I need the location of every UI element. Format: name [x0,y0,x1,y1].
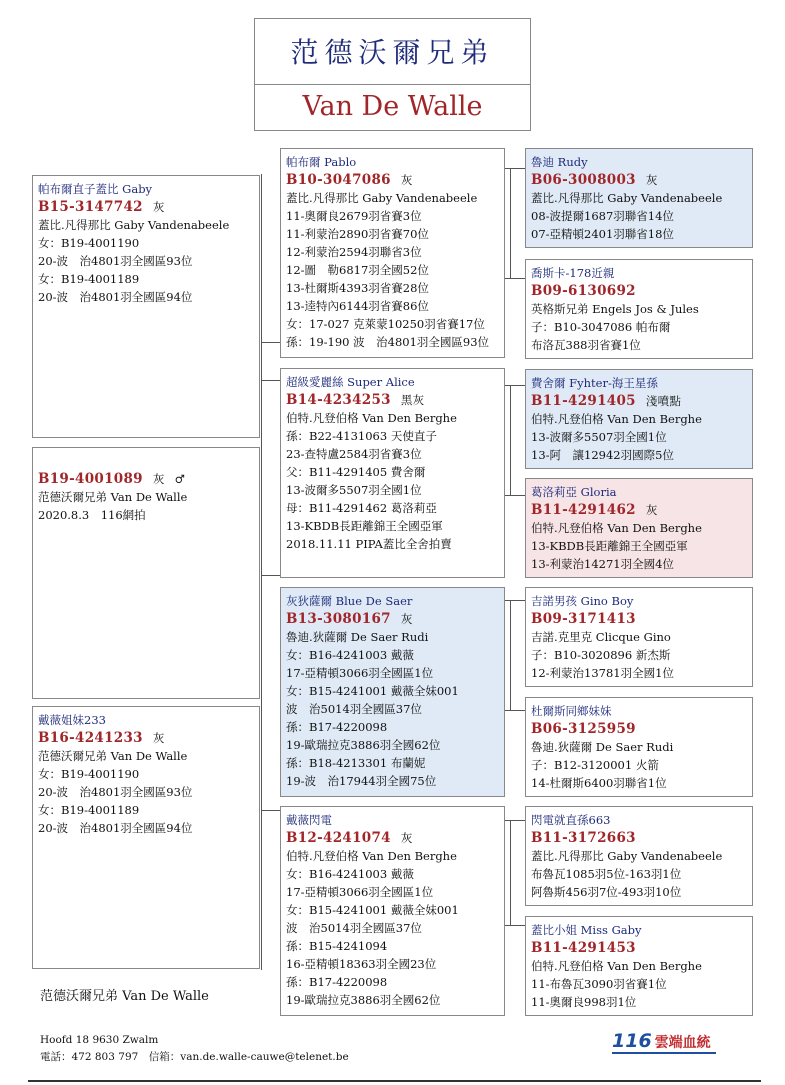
ddd-reg: B11-4291453 [531,940,636,956]
ssd-name: 喬斯卡-178近親 [531,266,615,280]
ss-line: 11-奧爾良2679羽省賽3位 [286,209,422,223]
connector-line [505,385,525,386]
ss-line: 13-逵特內6144羽省賽86位 [286,299,429,313]
connector-line [261,575,281,576]
sdd-line: 13-利蒙治14271羽全國4位 [531,557,674,571]
sss-name: 魯迪 Rudy [531,155,588,169]
dam-box [32,706,260,969]
bottom-divider [28,1080,761,1082]
sds-name: 費舍爾 Fyhter-海王星孫 [531,376,658,390]
dss-reg: B09-3171413 [531,611,636,627]
dsd-reg: B06-3125959 [531,721,636,737]
connector-line [261,810,281,811]
connector-line [505,710,525,711]
site-logo [612,1030,711,1052]
ddd-line: 伯特.凡登伯格 Van Den Berghe [531,959,702,973]
connector-line [510,820,511,925]
dd-line: 伯特.凡登伯格 Van Den Berghe [286,849,457,863]
sdd-reg: B11-4291462 灰 [531,502,658,518]
sire-name: 帕布爾直子蓋比 Gaby [38,182,153,196]
sd-reg: B14-4234253 黑灰 [286,392,425,408]
dsd-box [525,697,753,797]
dds-box [525,806,753,906]
sss-line: 07-亞精頓2401羽聯省18位 [531,227,674,241]
sss-line: 蓋比.凡得那比 Gaby Vandenabeele [531,191,723,205]
subject-box [32,447,260,699]
breeder-address-block [40,1032,349,1066]
ds-name: 灰狄薩爾 Blue De Saer [286,594,413,608]
ssd-line: 布洛瓦388羽省賽1位 [531,338,641,352]
sire-line: 女：B19-4001190 [38,236,140,250]
sd-line: 13-波爾多5507羽全國1位 [286,483,422,497]
dd-name: 戴薇閃電 [286,813,332,827]
ds-line: 魯迪.狄薩爾 De Saer Rudi [286,630,429,644]
dam-name: 戴薇姐妹233 [38,713,106,727]
ds-reg: B13-3080167 灰 [286,611,413,627]
dds-reg: B11-3172663 [531,830,636,846]
ss-line: 女：17-027 克萊蒙10250羽省賽17位 [286,317,485,331]
breeder-address: Hoofd 18 9630 Zwalm [40,1034,159,1046]
ddd-name: 蓋比小姐 Miss Gaby [531,923,642,937]
ds-line: 17-亞精頓3066羽全國區1位 [286,666,434,680]
sd-line: 母：B11-4291462 葛洛莉亞 [286,501,437,515]
sd-line: 2018.11.11 PIPA蓋比全舍拍賣 [286,537,452,551]
dam-line: 女：B19-4001190 [38,767,140,781]
dsd-line: 14-杜爾斯6400羽聯省1位 [531,776,667,790]
ds-line: 孫：B17-4220098 [286,720,388,734]
ssd-box [525,259,753,359]
logo-underline [612,1052,716,1054]
dd-line: 孫：B17-4220098 [286,975,388,989]
breeder-contact: 電話：472 803 797 信箱：van.de.walle-cauwe@telenet.be [40,1051,349,1063]
sdd-line: 伯特.凡登伯格 Van Den Berghe [531,521,702,535]
sire-line: 20-波 治4801羽全國區93位 [38,254,193,268]
connector-line [510,385,511,495]
dam-dam-box [280,806,505,1016]
dd-line: 波 治5014羽全國區37位 [286,921,422,935]
sd-line: 13-KBDB長距離錦王全國亞軍 [286,519,443,533]
dam-sire-box [280,587,505,797]
sire-line: 女：B19-4001189 [38,272,140,286]
dsd-line: 魯迪.狄薩爾 De Saer Rudi [531,740,674,754]
sd-name: 超級愛麗絲 Super Alice [286,375,415,389]
sire-line: 蓋比.凡得那比 Gaby Vandenabeele [38,218,230,232]
connector-line [505,495,525,496]
sd-line: 23-查特盧2584羽省賽3位 [286,447,422,461]
sss-reg: B06-3008003 灰 [531,172,658,188]
sdd-box [525,478,753,578]
dd-line: 孫：B15-4241094 [286,939,388,953]
dsd-name: 杜爾斯同鄉妹妹 [531,704,612,718]
ss-name: 帕布爾 Pablo [286,155,357,169]
ddd-line: 11-布魯瓦3090羽省賽1位 [531,977,667,991]
connector-line [510,600,511,710]
subject-line: 2020.8.3 116網拍 [38,508,146,522]
loft-name-chinese: 范德沃爾兄弟 [290,36,495,69]
dd-line: 女：B15-4241001 戴薇全妹001 [286,903,459,917]
ss-line: 13-杜爾斯4393羽省賽28位 [286,281,429,295]
dam-reg: B16-4241233 灰 [38,730,165,746]
sd-line: 父：B11-4291405 費舍爾 [286,465,426,479]
ds-line: 女：B15-4241001 戴薇全妹001 [286,684,459,698]
connector-line [505,925,525,926]
ss-line: 蓋比.凡得那比 Gaby Vandenabeele [286,191,478,205]
ss-line: 孫：19-190 波 治4801羽全國區93位 [286,335,490,349]
ds-line: 女：B16-4241003 戴薇 [286,648,414,662]
dd-line: 女：B16-4241003 戴薇 [286,867,414,881]
ssd-line: 英格斯兄弟 Engels Jos & Jules [531,302,699,316]
loft-name-english: Van De Walle [302,91,483,122]
dss-line: 12-利蒙治13781羽全國1位 [531,666,674,680]
subject-line: 范德沃爾兄弟 Van De Walle [38,490,188,504]
sire-sire-box [280,148,505,358]
ss-reg: B10-3047086 灰 [286,172,413,188]
ssd-reg: B09-6130692 [531,283,636,299]
dd-line: 16-亞精頓18363羽全國23位 [286,957,437,971]
ddd-line: 11-奧爾良998羽1位 [531,995,637,1009]
connector-line [505,168,525,169]
dss-line: 子：B10-3020896 新杰斯 [531,648,671,662]
ss-line: 12-圖 勒6817羽全國52位 [286,263,429,277]
connector-line [510,168,511,278]
dds-name: 閃電就直孫663 [531,813,611,827]
connector-line [261,380,281,381]
dsd-line: 子：B12-3120001 火箭 [531,758,659,772]
sss-line: 08-波提爾1687羽聯省14位 [531,209,674,223]
subject-reg: B19-4001089 灰 ♂ [38,471,186,487]
connector-line [261,174,262,970]
logo-text: 雲端血統 [654,1035,711,1051]
dss-line: 吉諾.克里克 Clicque Gino [531,630,671,644]
title-divider [255,84,530,85]
dd-reg: B12-4241074 灰 [286,830,413,846]
dss-name: 吉諾男孩 Gino Boy [531,594,634,608]
sds-reg: B11-4291405 淺噴點 [531,393,682,409]
breeder-name: 范德沃爾兄弟 Van De Walle [40,989,209,1004]
dam-line: 20-波 治4801羽全國區94位 [38,821,193,835]
sdd-line: 13-KBDB長距離錦王全國亞軍 [531,539,688,553]
ds-line: 19-波 治17944羽全國75位 [286,774,437,788]
dam-line: 20-波 治4801羽全國區93位 [38,785,193,799]
sd-line: 孫：B22-4131063 天使直子 [286,429,437,443]
ddd-box [525,916,753,1016]
connector-line [261,342,281,343]
dds-line: 阿魯斯456羽7位-493羽10位 [531,885,682,899]
sds-line: 13-波爾多5507羽全國1位 [531,430,667,444]
dam-line: 范德沃爾兄弟 Van De Walle [38,749,188,763]
dss-box [525,587,753,687]
dds-line: 蓋比.凡得那比 Gaby Vandenabeele [531,849,723,863]
logo-number: 116 [612,1030,652,1052]
dds-line: 布魯瓦1085羽5位-163羽1位 [531,867,682,881]
sire-box [32,175,260,438]
sdd-name: 葛洛莉亞 Gloria [531,485,617,499]
dd-line: 17-亞精頓3066羽全國區1位 [286,885,434,899]
sss-box [525,148,753,248]
connector-line [505,820,525,821]
sire-line: 20-波 治4801羽全國區94位 [38,290,193,304]
ds-line: 19-歐瑞拉克3886羽全國62位 [286,738,441,752]
dd-line: 19-歐瑞拉克3886羽全國62位 [286,993,441,1007]
sire-reg: B15-3147742 灰 [38,199,165,215]
ssd-line: 子：B10-3047086 帕布爾 [531,320,671,334]
ss-line: 12-利蒙治2594羽聯省3位 [286,245,422,259]
sire-dam-box [280,368,505,578]
ds-line: 孫：B18-4213301 布蘭妮 [286,756,426,770]
pedigree-title-box [254,18,531,131]
ds-line: 波 治5014羽全國區37位 [286,702,422,716]
sds-box [525,369,753,469]
ss-line: 11-利蒙治2890羽省賽70位 [286,227,429,241]
sds-line: 伯特.凡登伯格 Van Den Berghe [531,412,702,426]
dam-line: 女：B19-4001189 [38,803,140,817]
sds-line: 13-阿 讓12942羽國際5位 [531,448,674,462]
sd-line: 伯特.凡登伯格 Van Den Berghe [286,411,457,425]
connector-line [505,278,525,279]
connector-line [505,600,525,601]
